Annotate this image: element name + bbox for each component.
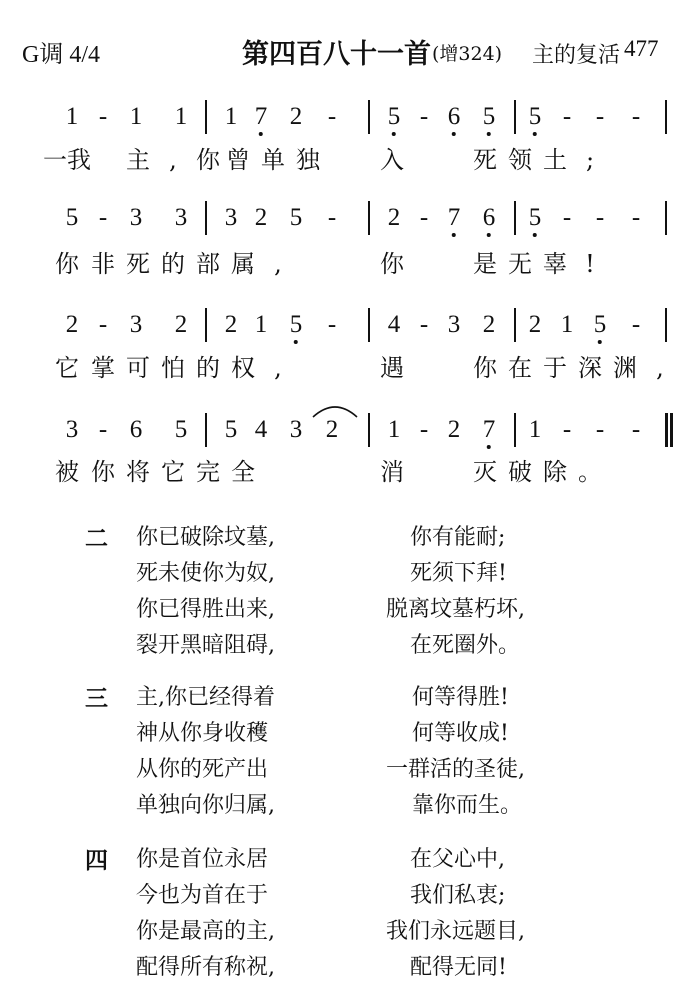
note: 3 [174,204,188,231]
lyric: 消 [380,458,404,486]
lyric-char: 完 [196,458,220,486]
lyric: 你 [380,250,404,278]
verse-line-right: 配得无同! [410,955,507,980]
note: 6 [129,416,143,443]
verse-line-right: 我们私衷; [410,883,506,908]
note-dash: - [562,103,572,130]
note: 2 [325,416,339,443]
note: 3 [129,311,143,338]
note: 5 [529,104,542,129]
note: 4 [254,416,268,443]
lyric-char: 属 [231,250,255,278]
note: 7 [448,205,461,230]
lyric-char: 是 [473,250,497,278]
barline [205,201,207,235]
verse-line-left: 你已破除坟墓, [136,525,275,550]
note: 7 [255,104,268,129]
lyric-char: 你 [196,146,220,174]
barline [514,308,516,342]
lyric-char: 单 [261,146,285,174]
lyric: 你 [55,250,79,278]
lyric: 一我 [43,146,91,174]
lyric-char: 独 [296,146,320,174]
note: 1 [254,311,268,338]
lyric-char: 领 [508,146,532,174]
note-dash: - [562,416,572,443]
lyric-char: 深 [578,354,602,382]
verse-line-left: 你已得胜出来, [136,597,275,622]
note-dash: - [631,311,641,338]
lyric-char: , [169,146,177,174]
barline [368,308,370,342]
lyric: 它 [55,354,79,382]
lyric-char: ; [585,146,595,174]
verse-line-right: 靠你而生。 [412,793,523,818]
lower-octave-dot [598,340,602,344]
verse-line-right: 何等得胜! [412,685,509,710]
lyric-char: 它 [161,458,185,486]
barline [665,308,667,342]
note-dash: - [98,103,108,130]
note-dash: - [327,103,337,130]
note: 1 [528,416,542,443]
note: 5 [388,104,401,129]
verse-line-right: 何等收成! [412,721,509,746]
verse-line-left: 单独向你归属, [136,793,275,818]
lower-octave-dot [487,445,491,449]
note: 5 [529,205,542,230]
lyric-char: 掌 [91,354,115,382]
verse-line-right: 脱离坟墓朽坏, [386,597,525,622]
note-dash: - [98,311,108,338]
verse-line-right: 你有能耐; [410,525,506,550]
note: 1 [224,103,238,130]
note-dash: - [595,103,605,130]
lyric-char: 的 [196,354,220,382]
verse-line-left: 从你的死产出 [136,757,269,782]
barline [514,413,516,447]
lyric-char: 辜 [543,250,567,278]
lyric-char: 渊 [613,354,637,382]
lower-octave-dot [452,132,456,136]
lyric-char: 无 [508,250,532,278]
lower-octave-dot [294,340,298,344]
verse-number: 三 [85,686,108,712]
barline [514,201,516,235]
verse-line-right: 在死圈外。 [410,633,521,658]
note: 2 [387,204,401,231]
lower-octave-dot [392,132,396,136]
lyric-char: 在 [508,354,532,382]
note: 3 [447,311,461,338]
supplement-number: (增324) [432,43,503,65]
note: 5 [483,104,496,129]
lower-octave-dot [533,233,537,237]
verse-line-left: 配得所有称祝, [136,955,275,980]
verse-line-left: 主,你已经得着 [136,685,275,710]
barline [368,100,370,134]
note-dash: - [631,204,641,231]
note-dash: - [631,416,641,443]
lower-octave-dot [487,132,491,136]
note: 6 [448,104,461,129]
note: 1 [560,311,574,338]
lyric-char: 将 [126,458,150,486]
barline [205,100,207,134]
note: 2 [482,311,496,338]
lyric-char: 怕 [161,354,185,382]
note: 5 [65,204,79,231]
lyric-char: 灭 [473,458,497,486]
note-dash: - [562,204,572,231]
barline [665,100,667,134]
lower-octave-dot [487,233,491,237]
lyric-char: 土 [543,146,567,174]
barline [514,100,516,134]
lyric-char: , [274,250,282,278]
lower-octave-dot [452,233,456,237]
verse-line-left: 你是首位永居 [136,847,269,872]
note: 2 [289,103,303,130]
barline [665,201,667,235]
note-dash: - [595,204,605,231]
lyric-char: ! [585,250,595,278]
verse-line-right: 我们永远题目, [386,919,525,944]
verse-line-left: 你是最高的主, [136,919,275,944]
lyric-char: 非 [91,250,115,278]
hymn-category: 主的复活 [532,43,621,68]
verse-line-right: 死须下拜! [410,561,507,586]
lyric: 遇 [380,354,404,382]
lyric-char: 权 [231,354,255,382]
lyric-char: 于 [543,354,567,382]
note: 5 [289,204,303,231]
note: 2 [254,204,268,231]
note-dash: - [98,204,108,231]
barline [368,201,370,235]
note-dash: - [327,311,337,338]
verse-line-right: 一群活的圣徒, [386,757,525,782]
lyric-char: 的 [161,250,185,278]
verse-number: 二 [85,526,108,552]
note-dash: - [98,416,108,443]
note-dash: - [419,204,429,231]
note: 2 [447,416,461,443]
note: 3 [289,416,303,443]
lyric-char: 你 [473,354,497,382]
hymn-number: 477 [624,36,659,61]
lyric-char: 曾 [226,146,250,174]
lyric-char: 死 [473,146,497,174]
verse-line-left: 裂开黑暗阻碍, [136,633,275,658]
lyric: 被 [55,458,79,486]
lyric-char: 死 [126,250,150,278]
lyric-char: 你 [91,458,115,486]
note-dash: - [419,416,429,443]
note-dash: - [595,416,605,443]
lyric-char: 部 [196,250,220,278]
key-meter: G调 4/4 [22,42,100,68]
note: 1 [174,103,188,130]
tie-slur [311,402,361,418]
hymn-title: 第四百八十一首 [242,39,431,70]
note: 3 [129,204,143,231]
note-dash: - [419,103,429,130]
lyric-char: 主 [126,146,150,174]
note: 2 [224,311,238,338]
note: 5 [290,312,303,337]
lyric-char: , [656,354,664,382]
verse-line-right: 在父心中, [410,847,505,872]
lyric-char: 破 [508,458,532,486]
note: 5 [224,416,238,443]
lower-octave-dot [533,132,537,136]
lyric-char: 全 [231,458,255,486]
note: 1 [129,103,143,130]
final-barline [665,413,668,447]
barline [205,308,207,342]
note: 2 [65,311,79,338]
note: 1 [65,103,79,130]
lyric-char: 可 [126,354,150,382]
note: 1 [387,416,401,443]
lyric-char: , [274,354,282,382]
note: 4 [387,311,401,338]
barline [368,413,370,447]
note: 3 [224,204,238,231]
note-dash: - [631,103,641,130]
lyric: 入 [380,146,404,174]
note: 7 [483,417,496,442]
verse-line-left: 神从你身收穫 [136,721,269,746]
lower-octave-dot [259,132,263,136]
note-dash: - [327,204,337,231]
verse-line-left: 死未使你为奴, [136,561,275,586]
note: 2 [528,311,542,338]
verse-line-left: 今也为首在于 [136,883,269,908]
note: 5 [174,416,188,443]
lyric-char: 除 [543,458,567,486]
note: 5 [594,312,607,337]
note-dash: - [419,311,429,338]
note: 6 [483,205,496,230]
lyric-char: 。 [578,458,602,486]
note: 3 [65,416,79,443]
verse-number: 四 [85,848,108,874]
barline [205,413,207,447]
final-barline-thick [670,413,673,447]
note: 2 [174,311,188,338]
